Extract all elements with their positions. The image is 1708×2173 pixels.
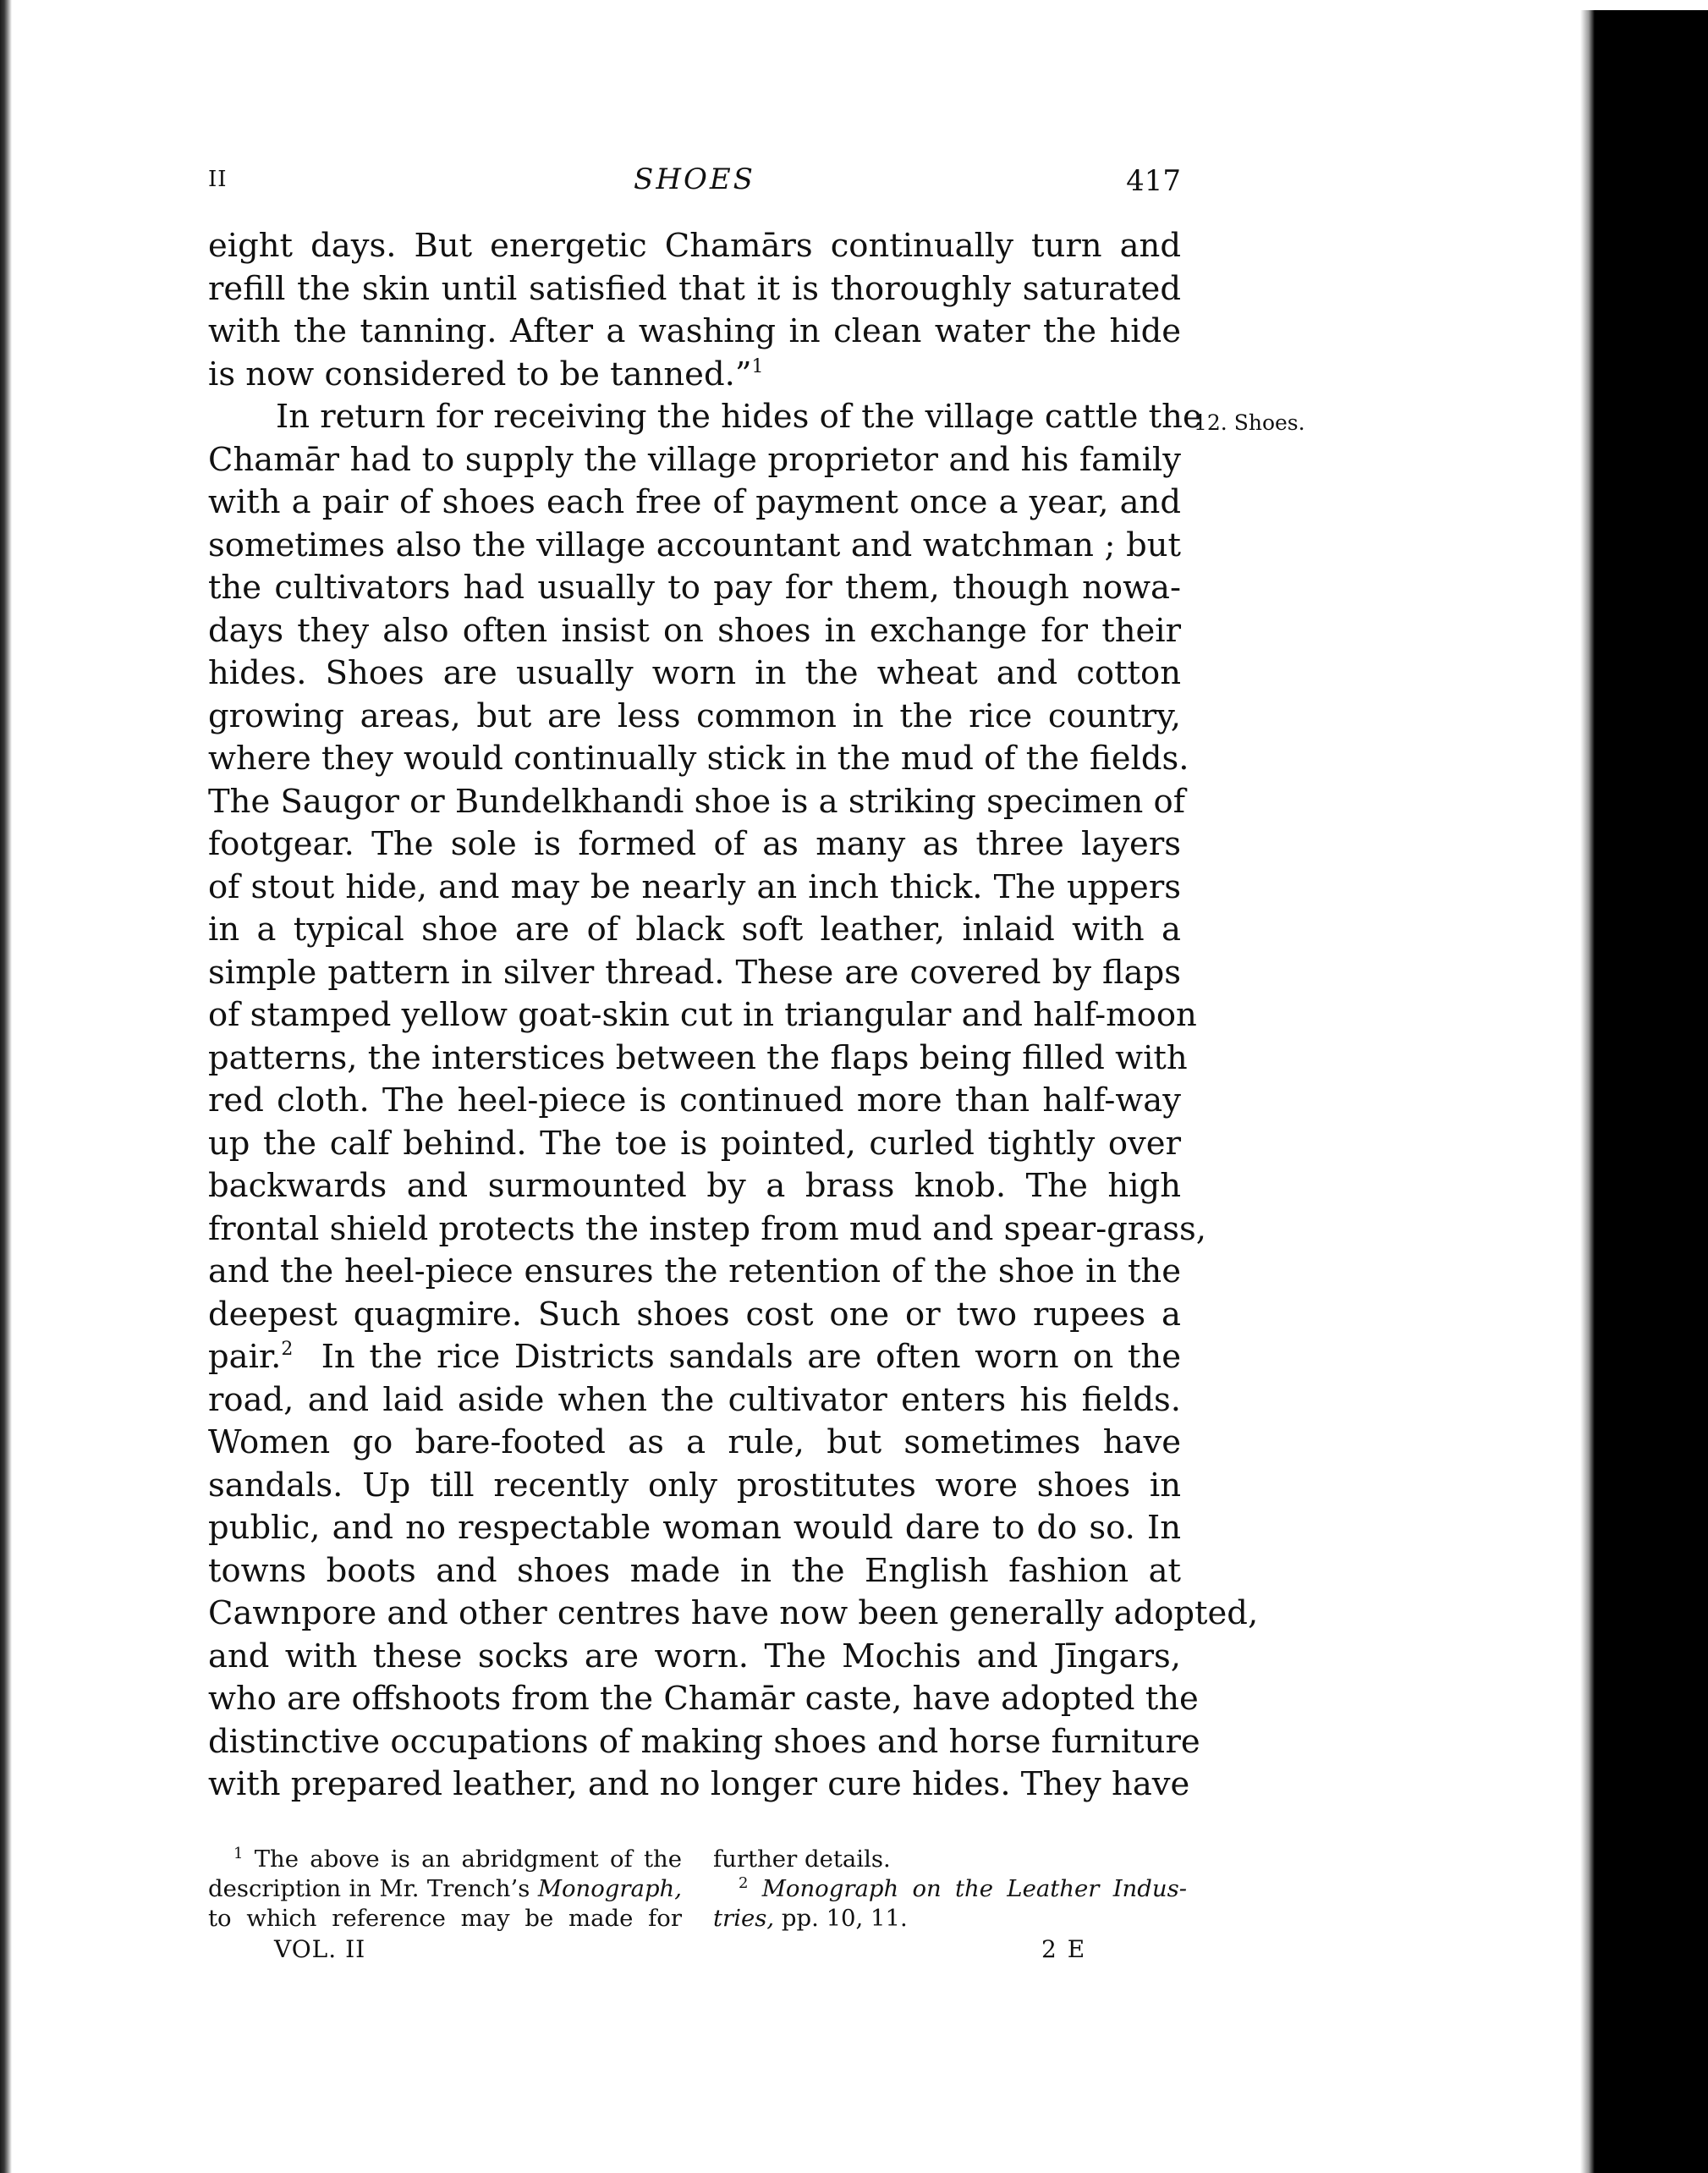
running-head-volume: II	[208, 167, 228, 192]
body-line: days they also often insist on shoes in exchange for their	[208, 611, 1181, 650]
footnote-italic: tries,	[713, 1905, 775, 1932]
body-line: backwards and surmounted by a brass knob. The high	[208, 1167, 1181, 1205]
body-line: The Saugor or Bundelkhandi shoe is a striking specimen of	[208, 782, 1185, 821]
body-line: eight days. But energetic Chamārs continually turn and	[208, 227, 1181, 265]
footnote-line	[208, 1845, 682, 1874]
footnote-italic: Monograph on the Leather Indus-	[761, 1875, 1187, 1902]
body-line: towns boots and shoes made in the English fashion at	[208, 1551, 1181, 1590]
footnote-2	[713, 1845, 1187, 1934]
running-head	[208, 162, 1181, 196]
body-line: deepest quagmire. Such shoes cost one or two rupees a	[208, 1295, 1181, 1334]
page-number: 417	[1126, 164, 1181, 198]
footnote-1	[208, 1845, 682, 1934]
body-line: patterns, the interstices between the flaps being filled with	[208, 1038, 1188, 1077]
volume-signature: VOL. II	[274, 1935, 366, 1963]
marginal-note-number: 12.	[1194, 410, 1227, 435]
footnote-text: The above is an abridgment of the	[254, 1846, 682, 1873]
body-line: road, and laid aside when the cultivator enters his fields.	[208, 1380, 1181, 1419]
body-line: in a typical shoe are of black soft leather, inlaid with a	[208, 910, 1181, 949]
body-line: In return for receiving the hides of the village cattle the	[276, 398, 1202, 436]
footnote-line	[208, 1874, 682, 1904]
running-head-title: SHOES	[634, 162, 755, 196]
body-line: where they would continually stick in the mud of the fields.	[208, 740, 1189, 778]
body-line-text: is now considered to be tanned.”	[208, 355, 752, 393]
footnote-line: further details.	[713, 1846, 891, 1873]
body-line: who are offshoots from the Chamār caste, have adopted the	[208, 1680, 1199, 1718]
body-line: Chamār had to supply the village proprietor and his family	[208, 440, 1181, 479]
body-line: public, and no respectable woman would dare to do so. In	[208, 1509, 1181, 1547]
footnote-marker: 1	[233, 1845, 244, 1862]
scan-shadow-left	[0, 0, 12, 2173]
body-line: up the calf behind. The toe is pointed, curled tightly over	[208, 1124, 1181, 1163]
body-line: of stamped yellow goat-skin cut in triangular and half-moon	[208, 996, 1197, 1034]
body-line-text: In the rice Districts sandals are often worn on the	[321, 1338, 1181, 1376]
gathering-signature: 2 E	[1041, 1935, 1087, 1963]
marginal-note	[1194, 406, 1305, 440]
body-line: simple pattern in silver thread. These are covered by flaps	[208, 953, 1181, 992]
body-line	[208, 354, 1181, 397]
scan-shadow-right	[1595, 10, 1708, 2173]
body-line-text: pair.	[208, 1338, 282, 1376]
body-line: with prepared leather, and no longer cure hides. They have	[208, 1765, 1190, 1803]
body-line: footgear. The sole is formed of as many as three layers	[208, 825, 1181, 863]
footnote-text: description in Mr. Trench’s	[208, 1875, 530, 1902]
footnote-italic: Monograph,	[537, 1875, 682, 1902]
body-line: frontal shield protects the instep from mud and spear-grass,	[208, 1209, 1206, 1248]
footnote-text: pp. 10, 11.	[781, 1905, 908, 1932]
body-line: Women go bare-footed as a rule, but sometimes have	[208, 1423, 1181, 1461]
footnote-line: to which reference may be made for	[208, 1905, 682, 1932]
footnote-ref: 1	[751, 355, 764, 377]
body-line: the cultivators had usually to pay for them, though nowa-	[208, 569, 1181, 607]
scan-shadow-right-fade	[1580, 10, 1595, 2173]
body-line: with a pair of shoes each free of payment once a year, and	[208, 483, 1181, 521]
footnote-ref: 2	[281, 1339, 294, 1360]
body-line: and the heel-piece ensures the retention of the shoe in the	[208, 1252, 1181, 1290]
footnote-marker: 2	[739, 1874, 749, 1892]
body-line: growing areas, but are less common in the rice country,	[208, 696, 1181, 735]
body-line: Cawnpore and other centres have now been generally adopted,	[208, 1594, 1259, 1632]
body-line: red cloth. The heel-piece is continued more than half-way	[208, 1081, 1181, 1120]
footnote-line	[713, 1874, 1187, 1904]
body-line: distinctive occupations of making shoes and horse furniture	[208, 1722, 1200, 1761]
body-line: refill the skin until satisfied that it is thoroughly saturated	[208, 269, 1181, 308]
body-line: and with these socks are worn. The Mochis and Jīngars,	[208, 1637, 1181, 1675]
body-line: with the tanning. After a washing in clean water the hide	[208, 312, 1181, 350]
body-line: hides. Shoes are usually worn in the wheat and cotton	[208, 654, 1181, 692]
body-line: sandals. Up till recently only prostitutes wore shoes in	[208, 1466, 1181, 1505]
body-line: of stout hide, and may be nearly an inch thick. The uppers	[208, 867, 1181, 906]
body-line	[208, 1336, 1181, 1379]
marginal-note-label: Shoes.	[1233, 410, 1305, 435]
footnote-line	[713, 1904, 1187, 1934]
body-line: sometimes also the village accountant and watchman ; but	[208, 525, 1181, 564]
